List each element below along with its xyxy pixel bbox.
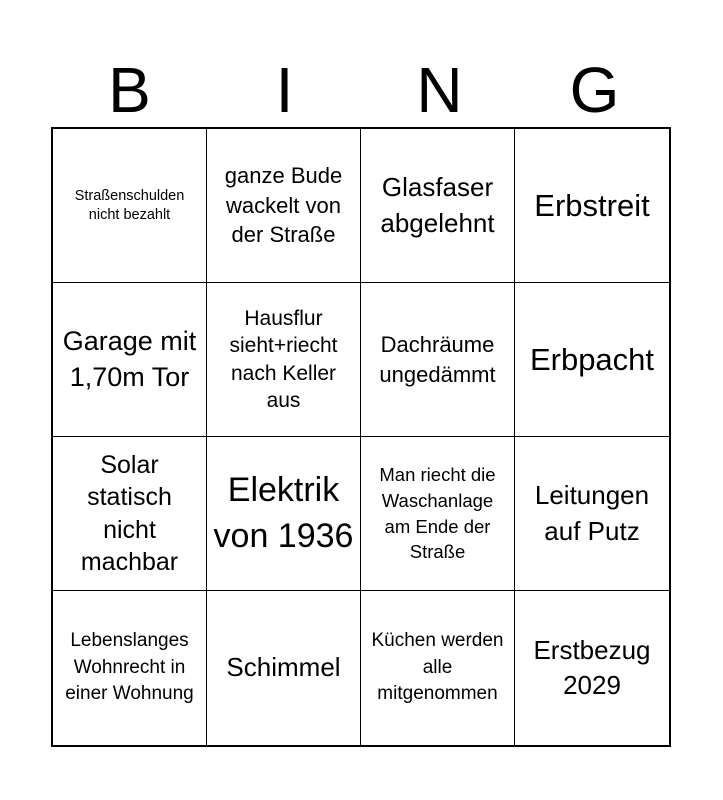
cell-text: Dachräume ungedämmt — [379, 331, 496, 387]
header-letter-n: N — [416, 54, 463, 126]
bingo-cell[interactable] — [53, 283, 207, 437]
cell-text: Erstbezug 2029 — [533, 634, 651, 700]
bingo-cell[interactable] — [207, 591, 361, 745]
cell-text: ganze Bude wackelt von der Straße — [224, 162, 343, 248]
bingo-cell[interactable] — [361, 591, 515, 745]
bingo-cell[interactable] — [515, 437, 669, 591]
cell-text: Schimmel — [226, 652, 341, 683]
bingo-cell[interactable] — [515, 283, 669, 437]
cell-text: Küchen werden alle mitgenommen — [371, 630, 504, 705]
bingo-cell[interactable] — [207, 283, 361, 437]
bingo-cell[interactable] — [361, 283, 515, 437]
cell-text: Hausflur sieht+riecht nach Keller aus — [229, 306, 338, 412]
bingo-cell[interactable] — [207, 129, 361, 283]
cell-text: Erbpacht — [529, 341, 655, 377]
bingo-cell[interactable] — [515, 129, 669, 283]
bingo-cell[interactable] — [53, 129, 207, 283]
cell-text: Glasfaser abgelehnt — [380, 172, 495, 238]
cell-text: Straßenschulden nicht bezahlt — [74, 188, 185, 223]
header-letter-b: B — [108, 54, 151, 126]
bingo-cell[interactable] — [53, 437, 207, 591]
bingo-grid — [51, 127, 671, 747]
cell-text: Lebenslanges Wohnrecht in einer Wohnung — [65, 630, 194, 705]
cell-text: Solar statisch nicht machbar — [80, 450, 179, 576]
bingo-cell[interactable] — [207, 437, 361, 591]
header-letter-g: G — [569, 54, 620, 126]
header-letter-i: I — [275, 54, 294, 126]
bingo-cell[interactable] — [361, 129, 515, 283]
bingo-cell[interactable] — [53, 591, 207, 745]
cell-text: Leitungen auf Putz — [534, 480, 650, 546]
bingo-cell[interactable] — [361, 437, 515, 591]
cell-text: Garage mit 1,70m Tor — [62, 326, 197, 392]
cell-text: Man riecht die Waschanlage am Ende der Straße — [379, 463, 496, 563]
bingo-cell[interactable] — [515, 591, 669, 745]
bingo-header — [52, 52, 672, 128]
cell-text: Elektrik von 1936 — [213, 470, 354, 555]
cell-text: Erbstreit — [534, 187, 650, 223]
